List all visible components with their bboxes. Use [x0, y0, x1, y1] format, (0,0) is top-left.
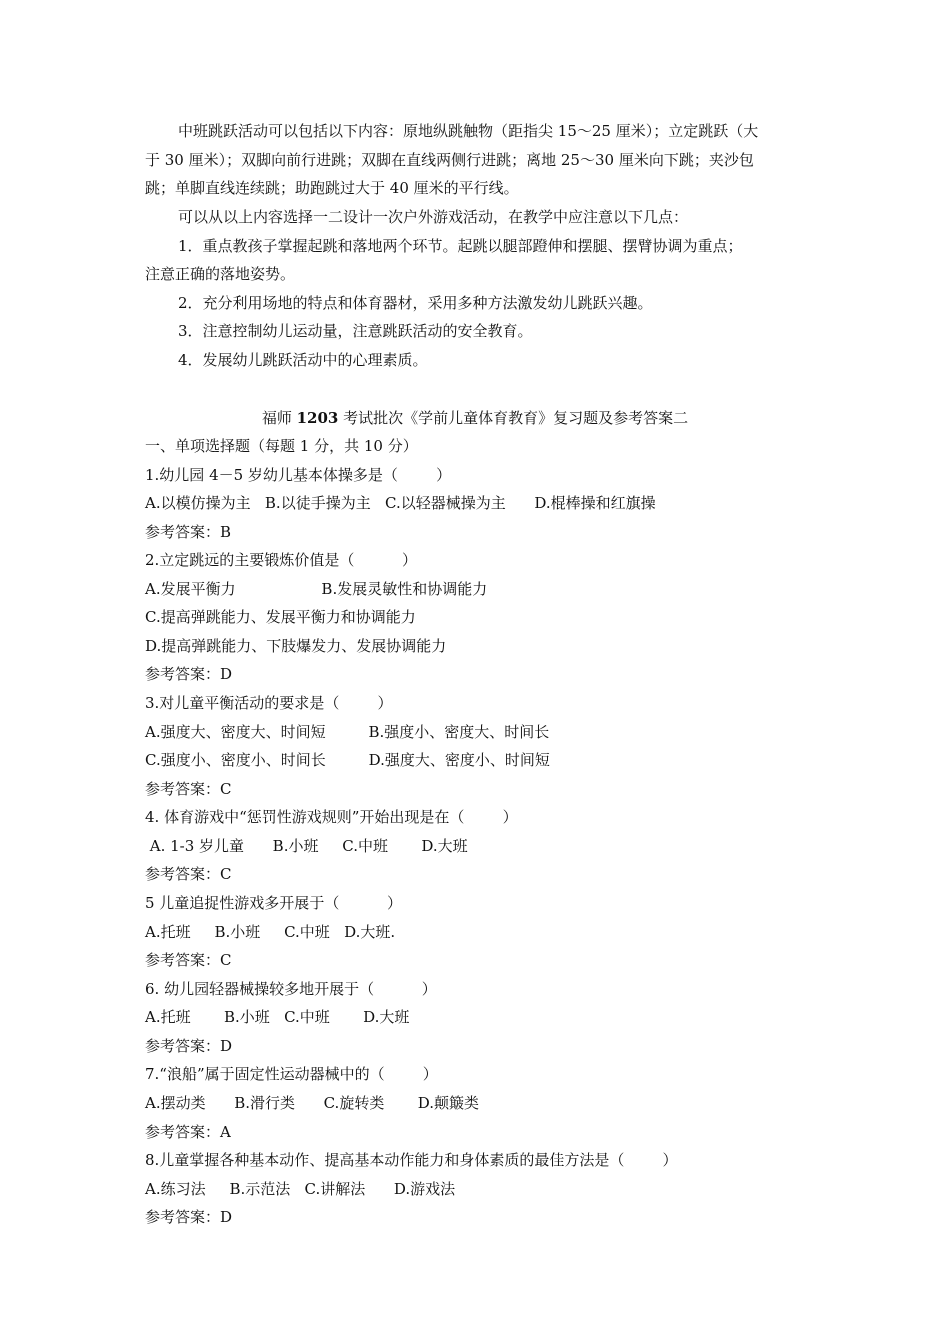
intro-point: 注意正确的落地姿势。: [145, 265, 296, 283]
question-answer: 参考答案：C: [145, 865, 232, 883]
question-answer: 参考答案：D: [145, 1208, 233, 1226]
question-text: 2.立定跳远的主要锻炼价值是（ ）: [145, 551, 417, 569]
question-options: A.以模仿操为主 B.以徒手操为主 C.以轻器械操为主 D.棍棒操和红旗操: [145, 494, 656, 512]
intro-line: 跳；单脚直线连续跳；助跑跳过大于 40 厘米的平行线。: [145, 179, 519, 197]
question-text: 7.“浪船”属于固定性运动器械中的（ ）: [145, 1065, 438, 1083]
question-options: A. 1-3 岁儿童 B.小班 C.中班 D.大班: [145, 837, 468, 855]
question-answer: 参考答案：D: [145, 1037, 233, 1055]
intro-line: 于 30 厘米）；双脚向前行进跳；双脚在直线两侧行进跳；离地 25～30 厘米向下跳；夹沙包: [145, 151, 754, 169]
document-title: [0, 408, 950, 428]
intro-point: 4．发展幼儿跳跃活动中的心理素质。: [178, 351, 428, 369]
question-answer: 参考答案：C: [145, 951, 232, 969]
intro-line: 可以从以上内容选择一二设计一次户外游戏活动，在教学中应注意以下几点：: [178, 208, 689, 226]
intro-line: 中班跳跃活动可以包括以下内容：原地纵跳触物（距指尖 15～25 厘米）；立定跳跃（大: [178, 122, 759, 140]
question-text: 1.幼儿园 4－5 岁幼儿基本体操多是（ ）: [145, 466, 452, 484]
title-prefix: 福师: [261, 409, 297, 427]
question-answer: 参考答案：A: [145, 1123, 231, 1141]
question-answer: 参考答案：C: [145, 780, 232, 798]
question-text: 4. 体育游戏中“惩罚性游戏规则”开始出现是在（ ）: [145, 808, 518, 826]
question-answer: 参考答案：D: [145, 665, 233, 683]
intro-point: 2．充分利用场地的特点和体育器材，采用多种方法激发幼儿跳跃兴趣。: [178, 294, 653, 312]
intro-point: 1．重点教孩子掌握起跳和落地两个环节。起跳以腿部蹬伸和摆腿、摆臂协调为重点；: [178, 237, 743, 255]
question-options: A.发展平衡力 B.发展灵敏性和协调能力: [145, 580, 488, 598]
question-answer: 参考答案：B: [145, 523, 232, 541]
question-text: 6. 幼儿园轻器械操较多地开展于（ ）: [145, 980, 437, 998]
question-options: D.提高弹跳能力、下肢爆发力、发展协调能力: [145, 637, 447, 655]
question-options: C.强度小、密度小、时间长 D.强度大、密度小、时间短: [145, 751, 550, 769]
question-options: A.摆动类 B.滑行类 C.旋转类 D.颠簸类: [145, 1094, 479, 1112]
intro-point: 3．注意控制幼儿运动量，注意跳跃活动的安全教育。: [178, 322, 533, 340]
title-number: 1203: [296, 409, 339, 427]
question-options: C.提高弹跳能力、发展平衡力和协调能力: [145, 608, 416, 626]
question-text: 3.对儿童平衡活动的要求是（ ）: [145, 694, 393, 712]
section-heading: 一、单项选择题（每题 1 分，共 10 分）: [145, 437, 418, 455]
question-options: A.强度大、密度大、时间短 B.强度小、密度大、时间长: [145, 723, 550, 741]
question-options: A.托班 B.小班 C.中班 D.大班: [145, 1008, 410, 1026]
question-options: A.练习法 B.示范法 C.讲解法 D.游戏法: [145, 1180, 456, 1198]
question-text: 8.儿童掌握各种基本动作、提高基本动作能力和身体素质的最佳方法是（ ）: [145, 1151, 678, 1169]
title-suffix: 考试批次《学前儿童体育教育》复习题及参考答案二: [338, 409, 689, 427]
question-text: 5 儿童追捉性游戏多开展于（ ）: [145, 894, 402, 912]
question-options: A.托班 B.小班 C.中班 D.大班.: [145, 923, 396, 941]
